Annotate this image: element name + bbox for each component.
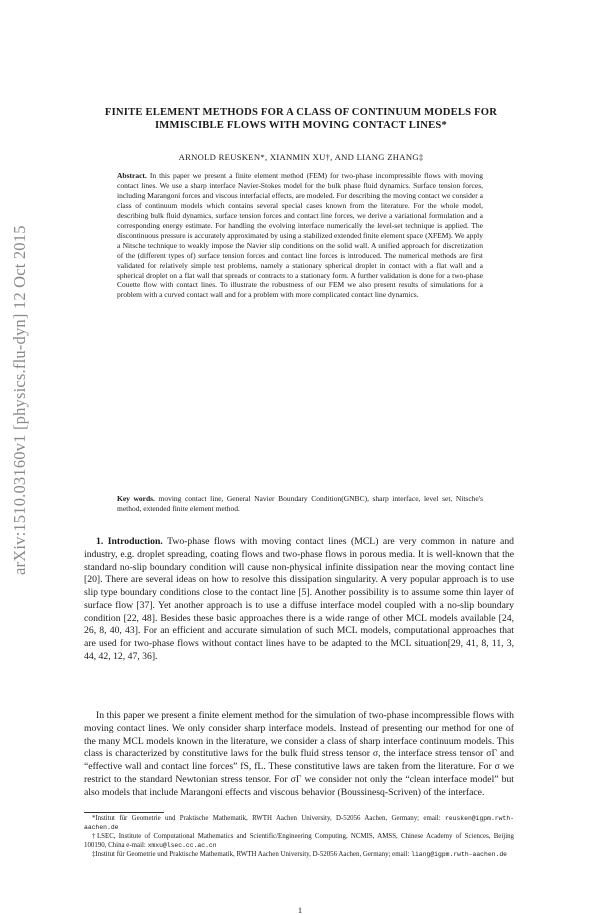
abstract-text: In this paper we present a finite element method (FEM) for two-phase incompressible flows with moving contact lines. We use a sharp interface Navier-Stokes model for the bulk phase fluid dynamics. Surface tension forces, including Marangoni forces and viscous interfacial effects, are modeled. For describing the moving contact we consider a class of continuum models which contains several special cases known from the literature. For the whole model, describing bulk fluid dynamics, surface tension forces and contact line forces, we derive a variational formulation and a corresponding energy estimate. For handling the evolving interface numerically the level-set technique is applied. The discontinuous pressure is accurately approximated by using a stabilized extended finite element space (XFEM). We apply a Nitsche technique to weakly impose the Navier slip conditions on the solid wall. A unified approach for discretization of the (different types of) surface tension forces and contact line forces is introduced. The numerical methods are first validated for relatively simple test problems, namely a stationary spherical droplet in contact with a flat wall and a spherical droplet on a flat wall that spreads or contracts to a stationary form. A further validation is done for a two-phase Couette flow with contact lines. To illustrate the robustness of our FEM we also present results of simulations for a problem with a curved contact wall and for a problem with more complicated contact line dynamics. (117, 171, 484, 300)
keywords-text: moving contact line, General Navier Boundary Condition(GNBC), sharp interface, level set, Nitsche's method, extended finite element method. (117, 494, 484, 513)
footnote-rule (84, 812, 164, 813)
footnotes (84, 812, 514, 861)
keywords-label: Key words. (117, 494, 155, 503)
footnote-3-email[interactable]: liang@igpm.rwth-aachen.de (411, 851, 508, 858)
footnote-3-text: ‡Institut für Geometrie und Praktische Mathematik, RWTH Aachen University, D-52056 Aachen, Germany; email: (92, 851, 410, 858)
footnote-2 (84, 833, 514, 850)
page-number: 1 (297, 905, 303, 915)
intro-paragraph-1-text: Two-phase flows with moving contact lines (MCL) are very common in nature and industry, e.g. droplet spreading, coating flows and two-phase flows in porous media. It is well-known that the standard no-slip boundary condition will cause non-physical infinite dissipation near the moving contact line [20]. There are several ideas on how to resolve this dissipation singularity. A very popular approach is to use slip type boundary conditions close to the contact line [5]. Another possibility is to assume some thin layer of surface flow [37]. Yet another approach is to use a diffuse interface model coupled with a no-slip boundary condition [22, 48]. Besides these basic approaches there is a wide range of other MCL models available [24, 26, 8, 40, 43]. For an efficient and accurate simulation of such MCL models, computational approaches that are used for two-phase flows without contact lines have to be adapted to the MCL situation[29, 41, 8, 11, 3, 44, 42, 12, 47, 36]. (84, 536, 515, 662)
paper-title: FINITE ELEMENT METHODS FOR A CLASS OF CONTINUUM MODELS FOR IMMISCIBLE FLOWS WITH MOVING CONTACT LINES* (104, 107, 498, 132)
author-list: ARNOLD REUSKEN*, XIANMIN XU†, AND LIANG ZHANG‡ (178, 152, 424, 162)
intro-paragraph-1 (84, 536, 514, 664)
section-heading-introduction: 1. Introduction. (96, 536, 163, 547)
footnote-1-email[interactable]: reusken@igpm.rwth-aachen.de (84, 815, 514, 831)
arxiv-identifier-stamp[interactable]: arXiv:1510.03160v1 [physics.flu-dyn] 12 Oct 2015 (10, 225, 29, 575)
footnote-1-text: *Institut für Geometrie und Praktische Mathematik, RWTH Aachen University, D-52056 Aachen, Germany; email: (92, 815, 441, 822)
abstract (117, 171, 483, 300)
footnote-2-email[interactable]: xmxu@lsec.cc.ac.cn (147, 841, 217, 849)
intro-paragraph-2: In this paper we present a finite element method for the simulation of two-phase incompressible flows with moving contact lines. We only consider sharp interface models. Instead of presenting our method for one of the many MCL models known in the literature, we consider a class of sharp interface continuum models. This class is characterized by constitutive laws for the bulk fluid stress tensor σ, the interface stress tensor σΓ and “effective wall and contact line forces” fS, fL. These constitutive laws are taken from the literature. For σ we restrict to the standard Newtonian stress tensor. For σΓ we consider not only the “clean interface model” but also models that include Marangoni effects and viscous behavior (Boussinesq-Scriven) of the interface. (84, 710, 514, 798)
abstract-label: Abstract. (117, 171, 147, 180)
footnote-1 (84, 815, 514, 832)
footnote-2-text: †LSEC, Institute of Computational Mathematics and Scientific/Engineering Computing, NCMIS, AMSS, Chinese Academy of Sciences, Beijing 100190, China e-mail: (84, 833, 514, 849)
keywords (117, 494, 483, 514)
footnote-3 (84, 851, 514, 860)
